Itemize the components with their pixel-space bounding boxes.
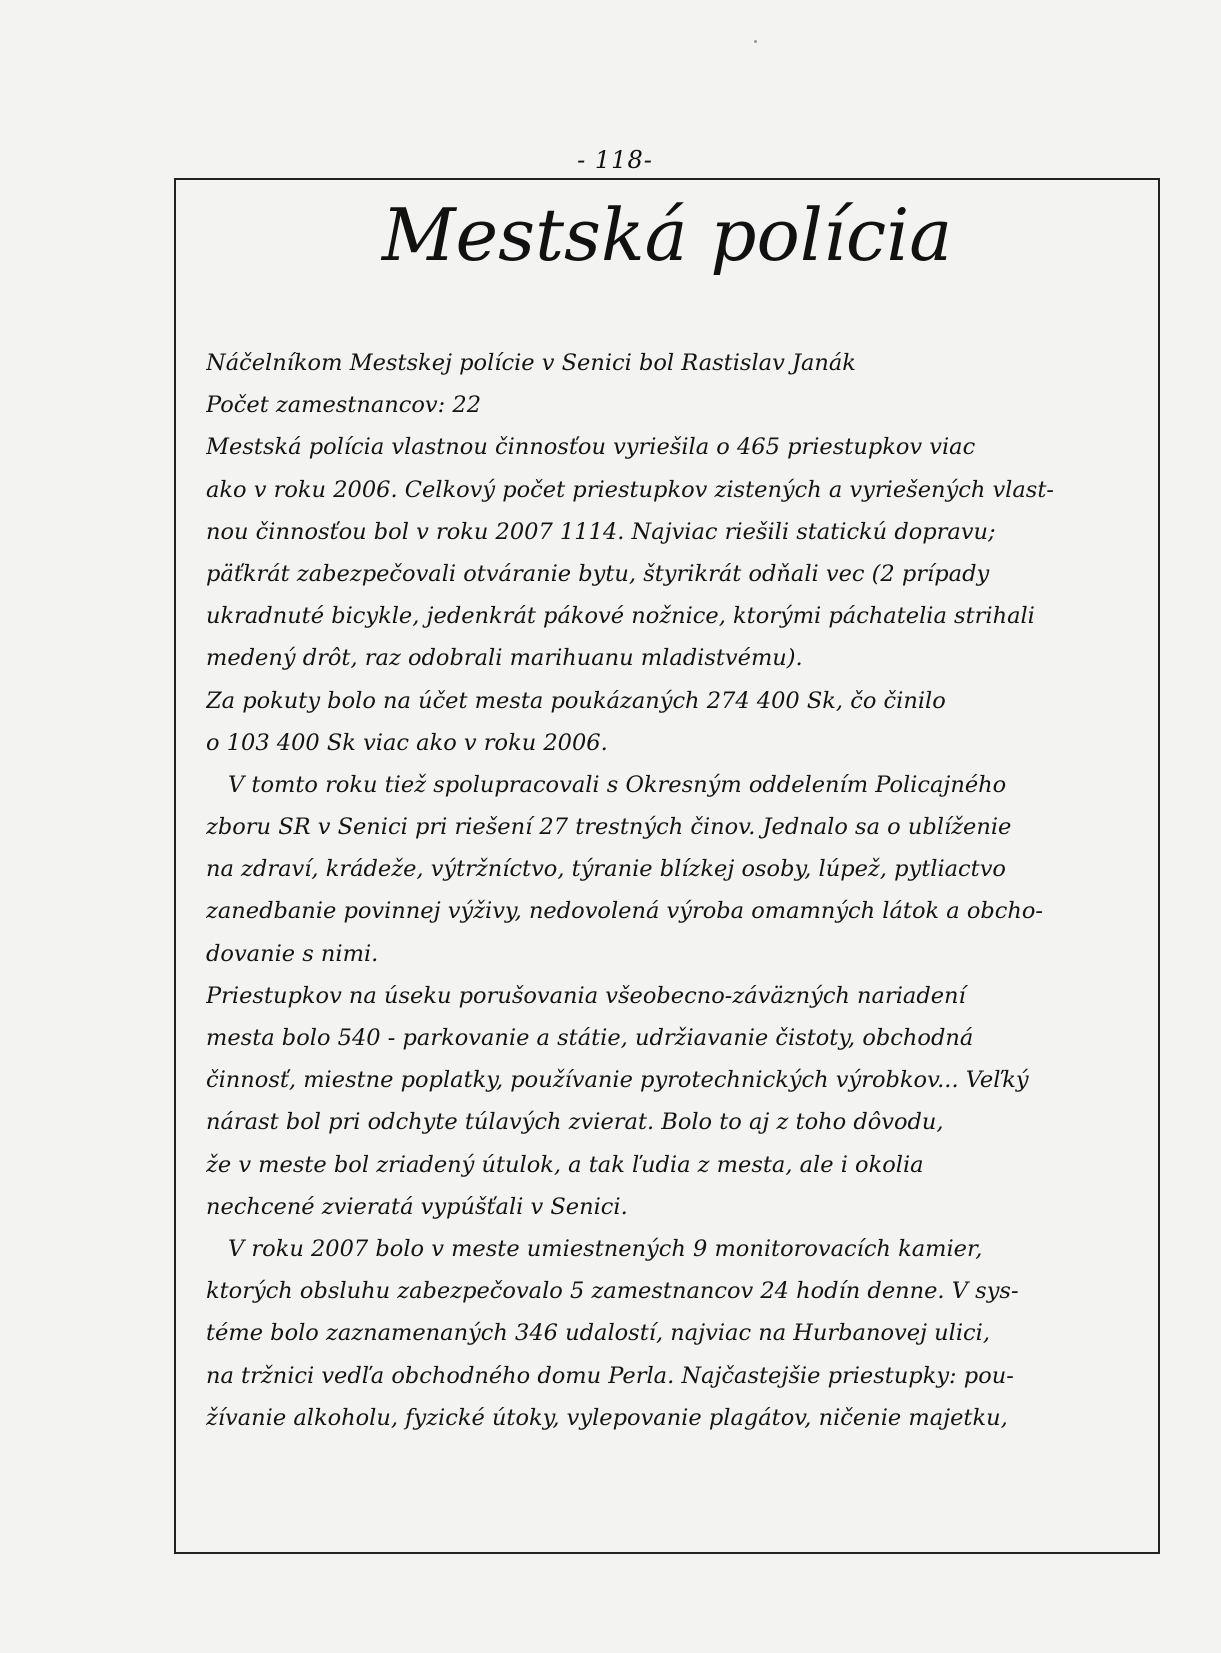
text-line: V roku 2007 bolo v meste umiestnených 9 monitorovacích kamier,	[228, 1235, 983, 1262]
text-line: o 103 400 Sk viac ako v roku 2006.	[206, 729, 608, 756]
text-line: činnosť, miestne poplatky, používanie pyrotechnických výrobkov... Veľký	[206, 1067, 1029, 1094]
chronicle-text	[206, 342, 1146, 1439]
page-title: Mestská polícia	[381, 193, 953, 277]
text-line: Priestupkov na úseku porušovania všeobecno-záväzných nariadení	[206, 982, 966, 1009]
text-line: nou činnosťou bol v roku 2007 1114. Najviac riešili statickú dopravu;	[206, 518, 996, 545]
text-line: ukradnuté bicykle, jedenkrát pákové nožnice, ktorými páchatelia strihali	[206, 603, 1035, 630]
text-line: nárast bol pri odchyte túlavých zvierat. Bolo to aj z toho dôvodu,	[206, 1109, 944, 1136]
paper-speck	[754, 40, 757, 43]
text-line: V tomto roku tiež spolupracovali s Okresným oddelením Policajného	[228, 771, 1007, 798]
page-number: - 118-	[577, 146, 653, 174]
text-line: ktorých obsluhu zabezpečovalo 5 zamestnancov 24 hodín denne. V sys-	[206, 1278, 1019, 1305]
text-line: dovanie s nimi.	[206, 940, 379, 967]
text-line: Náčelníkom Mestskej polície v Senici bol Rastislav Janák	[206, 350, 856, 376]
text-line: žívanie alkoholu, fyzické útoky, vylepovanie plagátov, ničenie majetku,	[206, 1404, 1008, 1431]
text-line: téme bolo zaznamenaných 346 udalostí, najviac na Hurbanovej ulici,	[206, 1320, 990, 1347]
text-line: ako v roku 2006. Celkový počet priestupkov zistených a vyriešených vlast-	[206, 476, 1054, 503]
text-line: Mestská polícia vlastnou činnosťou vyriešila o 465 priestupkov viac	[206, 434, 976, 461]
text-line: zboru SR v Senici pri riešení 27 trestných činov. Jednalo sa o ublíženie	[206, 814, 1012, 841]
text-line: Počet zamestnancov: 22	[206, 392, 482, 419]
text-line: päťkrát zabezpečovali otváranie bytu, štyrikrát odňali vec (2 prípady	[206, 560, 990, 587]
text-line: zanedbanie povinnej výživy, nedovolená výroba omamných látok a obcho-	[206, 898, 1044, 925]
text-line: nechcené zvieratá vypúšťali v Senici.	[206, 1193, 628, 1220]
text-line: mesta bolo 540 - parkovanie a státie, udržiavanie čistoty, obchodná	[206, 1025, 974, 1051]
text-line: Za pokuty bolo na účet mesta poukázaných 274 400 Sk, čo činilo	[206, 687, 946, 714]
text-line: že v meste bol zriadený útulok, a tak ľudia z mesta, ale i okolia	[206, 1151, 924, 1178]
text-line: na tržnici vedľa obchodného domu Perla. Najčastejšie priestupky: pou-	[206, 1362, 1014, 1389]
text-line: na zdraví, krádeže, výtržníctvo, týranie blízkej osoby, lúpež, pytliactvo	[206, 856, 1006, 883]
text-line: medený drôt, raz odobrali marihuanu mladistvému).	[206, 645, 803, 672]
